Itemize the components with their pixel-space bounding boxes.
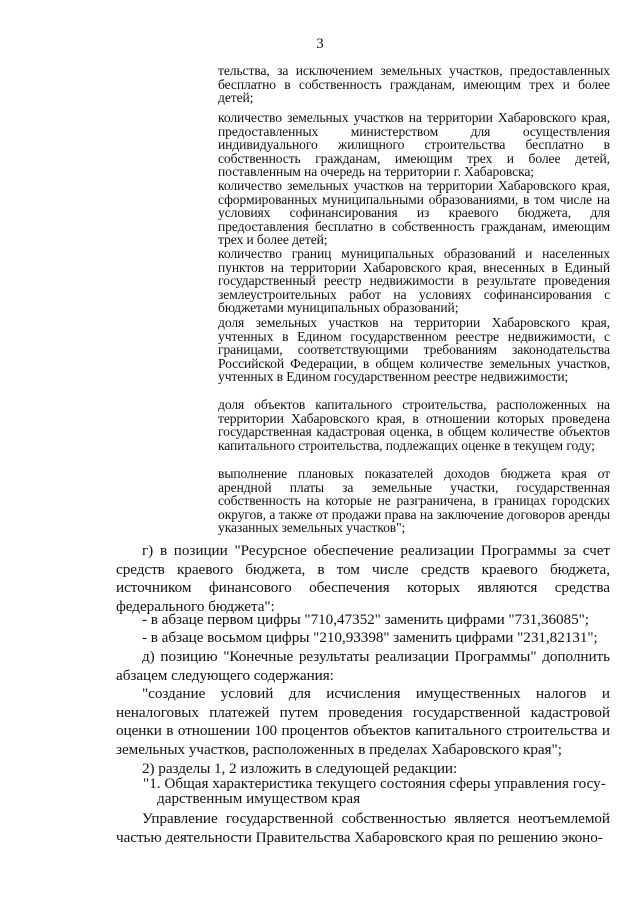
page-number: 3 [316,36,324,52]
inset-block [218,179,610,247]
inset-block [218,247,610,315]
inset-block [218,467,610,535]
final-paragraph: Управление государственной собственностью является неотъемлемой частью деятельности Правительства Хабаровского края по решению эконо- [116,810,610,846]
inset-paragraph: выполнение плановых показателей доходов бюджета края от арендной платы за земельные участки, государственная собственность на которые не разграничена, в границах городских округов, а также от продажи права на заключение договоров аренды указанных земельных участков"; [218,466,610,536]
inset-block [218,316,610,384]
inset-paragraph: количество земельных участков на территории Хабаровского края, предоставленных министерством для осуществления индивидуального жилищного строительства бесплатно в собственность гражданам, имеющим трех и более детей, поставленным на очередь на территории г. Хабаровска; [218,110,610,180]
section-heading-line: "1. Общая характеристика текущего состояния сферы управления госу- [143,775,606,792]
bullet-paragraph: - в абзаце первом цифры "710,47352" заменить цифрами "731,36085"; [142,611,589,628]
inset-paragraph: количество границ муниципальных образований и населенных пунктов на территории Хабаровского края, внесенных в Единый государственный реестр недвижимости в результате проведения землеустроительных работ на условиях софинансирования с бюджетами муниципальных образований; [218,246,610,316]
inset-block [218,111,610,179]
item-d-paragraph: д) позицию "Конечные результаты реализации Программы" дополнить абзацем следующего содержания: [116,648,610,684]
inset-paragraph: количество земельных участков на территории Хабаровского края, сформированных муниципальными образованиями, в том числе на условиях софинансирования из краевого бюджета, для предоставления бесплатно в собственность гражданам, имеющим трех и более детей; [218,178,610,248]
inset-block [218,398,610,452]
inset-block [218,64,610,105]
item-2-paragraph: 2) разделы 1, 2 изложить в следующей редакции: [142,760,458,777]
section-heading [143,776,611,807]
inset-paragraph: тельства, за исключением земельных участков, предоставленных бесплатно в собственность гражданам, имеющим трех и более детей; [218,63,610,106]
item-g-paragraph: г) в позиции "Ресурсное обеспечение реализации Программы за счет средств краевого бюджета, в том числе средств краевого бюджета, источником финансового обеспечения которых являются средства федерального бюджета": [116,542,610,615]
quoted-paragraph: "создание условий для исчисления имущественных налогов и неналоговых платежей путем проведения государственной кадастровой оценки в отношении 100 процентов объектов капитального строительства и земельных участков, расположенных в пределах Хабаровского края"; [116,685,610,758]
inset-paragraph: доля земельных участков на территории Хабаровского края, учтенных в Едином государственном реестре недвижимости, с границами, соответствующими требованиям законодательства Российской Федерации, в общем количестве земельных участков, учтенных в Едином государственном реестре недвижимости; [218,315,610,385]
bullet-paragraph: - в абзаце восьмом цифры "210,93398" заменить цифрами "231,82131"; [142,629,598,646]
section-heading-line: дарственным имуществом края [157,790,361,808]
inset-paragraph: доля объектов капитального строительства, расположенных на территории Хабаровского края, в отношении которых проведена государственная кадастровая оценка, в общем количестве объектов капитального строительства, подлежащих оценке в текущем году; [218,397,610,453]
